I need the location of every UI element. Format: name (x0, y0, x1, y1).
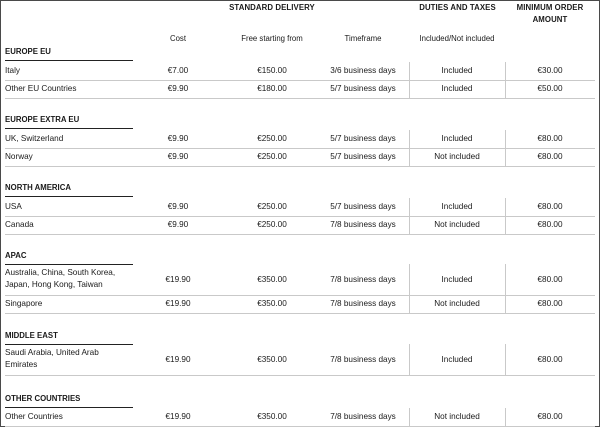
cell-minimum: €80.00 (537, 274, 563, 284)
column-divider (505, 264, 506, 295)
cell-free: €250.00 (257, 134, 287, 143)
cell-free: €350.00 (257, 299, 287, 308)
subheader-timeframe: Timeframe (344, 34, 382, 43)
cell-timeframe: 5/7 business days (330, 152, 396, 161)
cell-free: €250.00 (257, 220, 287, 229)
column-divider (409, 408, 410, 426)
cell-duties: Included (441, 274, 473, 284)
country-name: USA (5, 202, 22, 211)
cell-free: €250.00 (257, 202, 287, 211)
cell-free: €250.00 (257, 152, 287, 161)
cell-duties: Not included (434, 299, 480, 308)
country-name: Norway (5, 152, 33, 161)
cell-minimum: €30.00 (537, 66, 563, 75)
column-divider (505, 148, 506, 166)
cell-minimum: €80.00 (537, 412, 563, 421)
cell-cost: €19.90 (165, 274, 191, 284)
subheader-included-not-included: Included/Not included (419, 34, 495, 43)
row-divider (5, 98, 595, 99)
country-name: Emirates (5, 360, 38, 369)
cell-timeframe: 7/8 business days (330, 274, 396, 284)
cell-timeframe: 7/8 business days (330, 299, 396, 308)
cell-duties: Not included (434, 220, 480, 229)
country-name: Singapore (5, 299, 43, 308)
cell-timeframe: 7/8 business days (330, 220, 396, 229)
cell-cost: €9.90 (167, 134, 189, 143)
row-divider (5, 375, 595, 376)
region-title: OTHER COUNTRIES (5, 394, 81, 403)
cell-duties: Included (441, 134, 473, 143)
column-divider (505, 130, 506, 148)
header-duties-and-taxes: DUTIES AND TAXES (419, 3, 496, 12)
country-name: Canada (5, 220, 34, 229)
region-divider (5, 128, 133, 129)
country-name: Other Countries (5, 412, 63, 421)
cell-timeframe: 5/7 business days (330, 202, 396, 211)
cell-cost: €9.90 (167, 202, 189, 211)
cell-cost: €19.90 (165, 354, 191, 364)
country-name: Other EU Countries (5, 84, 77, 93)
cell-minimum: €50.00 (537, 84, 563, 93)
column-divider (409, 198, 410, 216)
cell-minimum: €80.00 (537, 134, 563, 143)
column-divider (505, 295, 506, 313)
country-name: Japan, Hong Kong, Taiwan (5, 280, 103, 289)
cell-timeframe: 5/7 business days (330, 84, 396, 93)
column-divider (409, 80, 410, 98)
cell-cost: €7.00 (167, 66, 189, 75)
column-divider (409, 216, 410, 234)
country-name: Australia, China, South Korea, (5, 268, 116, 277)
column-divider (505, 198, 506, 216)
row-divider (5, 313, 595, 314)
cell-free: €350.00 (257, 354, 287, 364)
cell-minimum: €80.00 (537, 299, 563, 308)
cell-minimum: €80.00 (537, 152, 563, 161)
region-title: EUROPE EU (5, 47, 51, 56)
cell-duties: Included (441, 354, 473, 364)
column-divider (505, 408, 506, 426)
region-divider (5, 60, 133, 61)
column-divider (409, 62, 410, 80)
row-divider (5, 166, 595, 167)
cell-duties: Included (441, 202, 473, 211)
cell-timeframe: 3/6 business days (330, 66, 396, 75)
country-name: Saudi Arabia, United Arab (5, 348, 99, 357)
cell-cost: €9.90 (167, 152, 189, 161)
cell-minimum: €80.00 (537, 354, 563, 364)
region-title: APAC (5, 251, 27, 260)
column-divider (409, 130, 410, 148)
subheader-cost: Cost (169, 34, 187, 43)
column-divider (409, 264, 410, 295)
column-divider (505, 80, 506, 98)
cell-free: €180.00 (257, 84, 287, 93)
column-divider (505, 62, 506, 80)
region-divider (5, 196, 133, 197)
cell-cost: €9.90 (167, 84, 189, 93)
column-divider (409, 344, 410, 375)
region-title: EUROPE EXTRA EU (5, 115, 80, 124)
cell-cost: €19.90 (165, 299, 191, 308)
column-divider (409, 148, 410, 166)
cell-cost: €19.90 (165, 412, 191, 421)
header-standard-delivery: STANDARD DELIVERY (229, 3, 315, 12)
cell-duties: Not included (434, 152, 480, 161)
column-divider (505, 344, 506, 375)
region-title: MIDDLE EAST (5, 331, 58, 340)
header-minimum-order-line1: MINIMUM ORDER (516, 3, 584, 12)
cell-minimum: €80.00 (537, 202, 563, 211)
column-divider (505, 216, 506, 234)
cell-cost: €9.90 (167, 220, 189, 229)
cell-duties: Included (441, 84, 473, 93)
cell-duties: Not included (434, 412, 480, 421)
cell-timeframe: 5/7 business days (330, 134, 396, 143)
subheader-free-starting-from: Free starting from (241, 34, 303, 43)
column-divider (409, 295, 410, 313)
header-minimum-order-line2: AMOUNT (532, 15, 568, 24)
country-name: Italy (5, 66, 21, 75)
cell-minimum: €80.00 (537, 220, 563, 229)
country-name: UK, Switzerland (5, 134, 64, 143)
cell-timeframe: 7/8 business days (330, 354, 396, 364)
cell-free: €350.00 (257, 274, 287, 284)
row-divider (5, 234, 595, 235)
cell-timeframe: 7/8 business days (330, 412, 396, 421)
cell-free: €150.00 (257, 66, 287, 75)
cell-free: €350.00 (257, 412, 287, 421)
region-title: NORTH AMERICA (5, 183, 71, 192)
cell-duties: Included (441, 66, 473, 75)
